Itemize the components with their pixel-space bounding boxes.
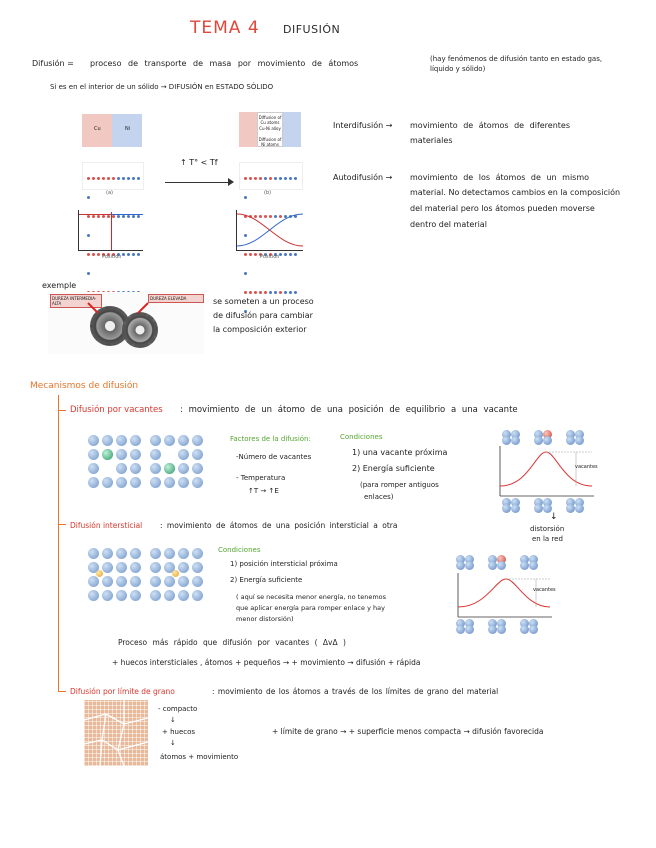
atom-dot [122, 253, 125, 256]
atom-dot [132, 253, 135, 256]
lattice-atom [88, 435, 99, 446]
energy-atom [529, 561, 538, 570]
lattice-atom [178, 590, 189, 601]
graph-x-label-a: Position [102, 254, 122, 260]
atom-dot [249, 177, 252, 180]
interstitial-energy-diagram [448, 555, 558, 635]
atom-dot [87, 253, 90, 256]
arrow-head-icon [228, 178, 234, 186]
atom-dot [249, 291, 252, 294]
factors-title: Factores de la difusión: [230, 435, 311, 443]
vacancy-cond-2: 2) Energía suficiente [352, 464, 435, 473]
atom-dot [92, 177, 95, 180]
atom-dot [284, 291, 287, 294]
lattice-atom [150, 548, 161, 559]
vacancy-graph-label: vacantes [575, 464, 598, 470]
atom-dot [122, 177, 125, 180]
atom-dot [294, 177, 297, 180]
energy-atom [534, 436, 543, 445]
energy-atom [520, 561, 529, 570]
bracket-branch-2 [58, 524, 66, 525]
energy-atom [502, 436, 511, 445]
atom-dot [107, 177, 110, 180]
atom-dot [264, 177, 267, 180]
grain-text: : movimiento de los átomos a través de los límites de grano del material [212, 687, 499, 696]
lattice-atom [192, 435, 203, 446]
inter-top-label: Diffusion of Cu atoms [258, 115, 282, 125]
grain-result: + límite de grano → + superficie menos compacta → difusión favorecida [272, 727, 544, 736]
atom-dot [274, 177, 277, 180]
energy-atom [456, 625, 465, 634]
atom-dot [264, 291, 267, 294]
vacancy-cond-4: enlaces) [364, 493, 394, 501]
autodifusion-line-1: movimiento de los átomos de un mismo [410, 173, 590, 182]
atom-dot [294, 253, 297, 256]
inter-mid-label: Cu-Ni alloy [259, 126, 281, 131]
atom-dot [244, 196, 247, 199]
lattice-atom [102, 576, 113, 587]
caption-a: (a) [106, 190, 113, 196]
concentration-graph-after [236, 210, 303, 251]
autodifusion-line-3: del material pero los átomos pueden moverse [410, 204, 595, 213]
atom-dot [137, 177, 140, 180]
energy-atom [566, 504, 575, 513]
vacancy-text: : movimiento de un átomo de una posición de equilibrio a una vacante [180, 405, 518, 415]
distortion-label-2: en la red [532, 535, 563, 543]
atom-dot [254, 291, 257, 294]
autodifusion-line-2: material. No detectamos cambios en la composición [410, 188, 621, 197]
interdifusion-text-1: movimiento de átomos de diferentes [410, 121, 571, 130]
energy-atom [502, 504, 511, 513]
lattice-atom [178, 435, 189, 446]
lattice-atom [178, 548, 189, 559]
lattice-atom [150, 449, 161, 460]
atom-dot [127, 253, 130, 256]
atom-dot [289, 291, 292, 294]
atom-dot [284, 177, 287, 180]
factor-1: -Número de vacantes [236, 453, 312, 461]
grain-boundary-image [84, 700, 148, 766]
atom-dot [244, 291, 247, 294]
energy-atom [488, 561, 497, 570]
atom-dot [87, 272, 90, 275]
side-note-1: (hay fenómenos de difusión tanto en estado gas, [430, 55, 603, 63]
lattice-atom [102, 435, 113, 446]
vacancy-cond-1: 1) una vacante próxima [352, 448, 448, 457]
lattice-atom [164, 477, 175, 488]
definition-label: Difusión = [32, 59, 74, 68]
energy-atom [465, 561, 474, 570]
lattice-atom [88, 449, 99, 460]
lattice-atom [130, 562, 141, 573]
comparison-line-2: + huecos intersticiales , átomos + pequeños → + movimiento → difusión + rápida [112, 658, 421, 667]
lattice-atom [130, 449, 141, 460]
atom-dot [259, 291, 262, 294]
atom-dot [249, 253, 252, 256]
graph-x-label-b: Position [260, 254, 280, 260]
lattice-atom [102, 590, 113, 601]
energy-atom [543, 436, 552, 445]
atom-dot [137, 253, 140, 256]
atom-dot [289, 177, 292, 180]
interstitial-conditions-title: Condiciones [218, 546, 261, 554]
factor-2: - Temperatura [236, 474, 286, 482]
lattice-atom [130, 435, 141, 446]
bracket-branch-3 [58, 691, 66, 692]
lattice-atom [88, 477, 99, 488]
grain-col-5: átomos + movimiento [160, 753, 239, 761]
definition-text: proceso de transporte de masa por movimiento de átomos [90, 59, 359, 68]
bracket-branch-1 [58, 410, 66, 411]
lattice-atom [116, 435, 127, 446]
energy-atom [534, 504, 543, 513]
lattice-atom [178, 463, 189, 474]
lattice-atom [178, 562, 189, 573]
lattice-atom [130, 548, 141, 559]
diffusion-couple-after [239, 112, 301, 147]
interdifusion-label: Interdifusión → [333, 121, 393, 130]
lattice-atom [130, 590, 141, 601]
energy-atom [497, 561, 506, 570]
tag-left: DUREZA INTERMEDIA-ALTA [50, 294, 102, 308]
tag-right: DUREZA ELEVADA [148, 294, 204, 303]
atom-dot [117, 177, 120, 180]
lattice-atom [192, 562, 203, 573]
lattice-atom [116, 463, 127, 474]
lattice-atom [164, 548, 175, 559]
atom-dot [92, 253, 95, 256]
lattice-atom [102, 548, 113, 559]
lattice-atom [164, 590, 175, 601]
atom-dot [269, 291, 272, 294]
process-arrow [165, 182, 230, 183]
block-a-label: Cu [94, 126, 101, 132]
atom-dot [132, 177, 135, 180]
diffusing-atom [164, 463, 175, 474]
energy-atom [465, 625, 474, 634]
lattice-atom [164, 435, 175, 446]
lattice-atom [150, 435, 161, 446]
atom-dot [279, 291, 282, 294]
vacancy-lattice-before [88, 435, 142, 491]
mechanisms-heading: Mecanismos de difusión [30, 381, 139, 391]
atom-dot [254, 253, 257, 256]
inter-bot-label: Diffusion of Ni atoms [258, 137, 282, 147]
atom-dot [254, 177, 257, 180]
temperature-arrow-label: ↑ T° < Tf [180, 158, 218, 167]
vacancy-lattice-after [150, 435, 204, 491]
lattice-atom [116, 562, 127, 573]
lattice-atom [178, 449, 189, 460]
interstitial-cond-2: 2) Energía suficiente [230, 576, 303, 584]
vacancy-cond-3: (para romper antiguos [360, 481, 439, 489]
grain-col-1: - compacto [158, 705, 198, 713]
gear-image [48, 292, 204, 354]
example-text-1: se someten a un proceso [213, 297, 314, 306]
lattice-atom [178, 576, 189, 587]
lattice-atom [192, 449, 203, 460]
interstitial-text: : movimiento de átomos de una posición intersticial a otra [160, 521, 398, 530]
interstitial-label: Difusión intersticial [70, 521, 143, 530]
lattice-atom [164, 576, 175, 587]
example-text-3: la composición exterior [213, 325, 307, 334]
distortion-label: distorsión [530, 525, 565, 533]
lattice-atom [192, 463, 203, 474]
energy-atom [575, 504, 584, 513]
interstitial-graph-label: vacantes [533, 587, 556, 593]
lattice-atom [150, 463, 161, 474]
lattice-atom [192, 477, 203, 488]
energy-atom [456, 561, 465, 570]
lattice-atom [178, 477, 189, 488]
atom-dot [279, 177, 282, 180]
interstitial-lattice-before [88, 548, 142, 608]
page-subtitle: DIFUSIÓN [283, 23, 341, 36]
lattice-atom [150, 576, 161, 587]
atom-dot [284, 253, 287, 256]
autodifusion-label: Autodifusión → [333, 173, 393, 182]
comparison-line-1: Proceso más rápido que difusión por vacantes ( ΔvΔ ) [118, 638, 346, 647]
atom-dot [87, 196, 90, 199]
factor-3: ↑T → ↑E [248, 487, 279, 495]
lattice-atom [88, 548, 99, 559]
gear-large-icon [122, 312, 158, 348]
atom-dot [294, 291, 297, 294]
example-label: exemple [42, 281, 77, 290]
atom-dot [102, 177, 105, 180]
interstitial-note-3: menor distorsión) [236, 615, 294, 623]
atom-dot [244, 177, 247, 180]
down-arrow-icon: ↓ [550, 512, 558, 522]
page-title: TEMA 4 [190, 18, 260, 38]
energy-atom [511, 504, 520, 513]
diffusing-atom [96, 570, 103, 577]
atom-dot [87, 177, 90, 180]
atom-dot [274, 291, 277, 294]
diffusing-atom [102, 449, 113, 460]
lattice-atom [130, 463, 141, 474]
atom-dot [244, 253, 247, 256]
interdifusion-text-2: materiales [410, 136, 453, 145]
atom-dot [127, 177, 130, 180]
lattice-atom [88, 463, 99, 474]
interstitial-cond-1: 1) posición intersticial próxima [230, 560, 338, 568]
lattice-atom [116, 590, 127, 601]
vacancy-energy-diagram [490, 430, 600, 514]
vacancy-conditions-title: Condiciones [340, 433, 383, 441]
energy-atom [497, 625, 506, 634]
interstitial-lattice-after [150, 548, 204, 608]
lattice-atom [88, 590, 99, 601]
lattice-atom [130, 477, 141, 488]
lattice-atom [192, 590, 203, 601]
interstitial-note-1: ( aquí se necesita menor energía, no tenemos [236, 593, 387, 601]
energy-atom [566, 436, 575, 445]
lattice-atom [130, 576, 141, 587]
lattice-atom [116, 576, 127, 587]
lattice-atom [150, 562, 161, 573]
atom-dot [97, 177, 100, 180]
diffusion-couple-before [82, 114, 142, 147]
autodifusion-line-4: dentro del material [410, 220, 487, 229]
lattice-atom [150, 590, 161, 601]
lattice-atom [116, 477, 127, 488]
atom-dot [259, 177, 262, 180]
block-b-label: Ni [125, 126, 131, 132]
energy-atom [575, 436, 584, 445]
example-text-2: de difusión para cambiar [213, 311, 313, 320]
lattice-atom [192, 576, 203, 587]
energy-atom [488, 625, 497, 634]
lattice-atom [116, 449, 127, 460]
lattice-atom [150, 477, 161, 488]
grain-label: Difusión por límite de grano [70, 687, 175, 696]
atom-dot [289, 253, 292, 256]
grain-col-4: ↓ [170, 739, 176, 747]
lattice-atom [116, 548, 127, 559]
bracket-line [58, 395, 59, 692]
diffusing-atom [172, 570, 179, 577]
energy-atom [511, 436, 520, 445]
atom-dot [244, 272, 247, 275]
energy-atom [520, 625, 529, 634]
solid-state-line: Si es en el interior de un sólido → DIFUSIÓN en ESTADO SÓLIDO [50, 83, 274, 91]
atom-dot [97, 253, 100, 256]
interstitial-note-2: que aplicar energía para romper enlace y hay [236, 604, 385, 612]
concentration-graph-before [78, 210, 143, 251]
vacancy-label: Difusión por vacantes [70, 405, 163, 415]
grain-col-3: + huecos [162, 728, 196, 736]
atom-grid-after [239, 162, 303, 190]
lattice-atom [102, 477, 113, 488]
atom-grid-before [82, 162, 144, 190]
lattice-atom [192, 548, 203, 559]
lattice-atom [88, 576, 99, 587]
lattice-atom [102, 562, 113, 573]
side-note-2: líquido y sólido) [430, 65, 486, 73]
atom-dot [112, 177, 115, 180]
energy-atom [529, 625, 538, 634]
grain-col-2: ↓ [170, 716, 176, 724]
caption-b: (b) [264, 190, 272, 196]
atom-dot [269, 177, 272, 180]
